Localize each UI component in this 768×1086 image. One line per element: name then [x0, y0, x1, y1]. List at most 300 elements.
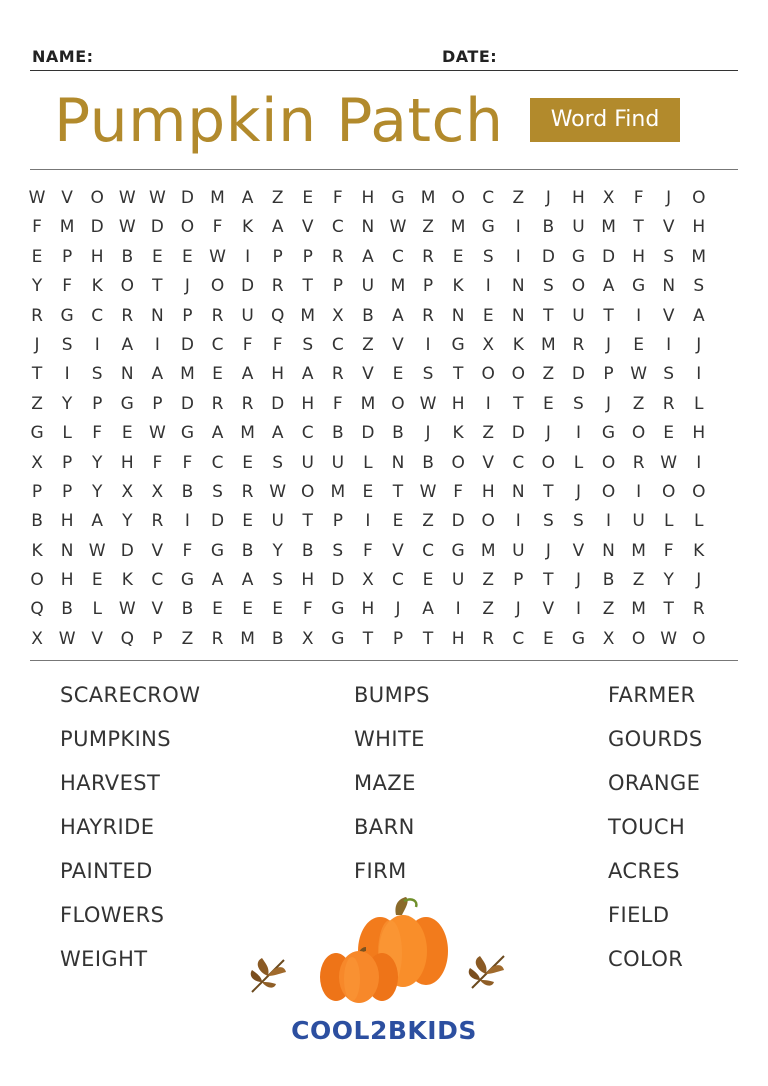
grid-letter: X: [151, 481, 164, 502]
grid-letter: D: [180, 188, 194, 208]
grid-letter: O: [210, 276, 225, 297]
grid-letter: P: [332, 511, 343, 532]
grid-letter: I: [64, 364, 70, 385]
word-list-item: BUMPS: [354, 683, 430, 707]
grid-letter: M: [541, 334, 556, 355]
grid-letter: K: [242, 217, 254, 238]
grid-letter: H: [361, 599, 375, 620]
grid-letter: Q: [30, 599, 44, 620]
grid-letter: W: [118, 217, 136, 238]
grid-letter: E: [392, 511, 404, 532]
word-list-item: FARMER: [608, 683, 696, 707]
grid-letter: O: [481, 364, 495, 385]
grid-letter: N: [60, 540, 74, 561]
grid-letter: Y: [61, 393, 73, 414]
grid-letter: T: [603, 305, 614, 326]
grid-letter: M: [691, 246, 707, 267]
grid-letter: H: [451, 628, 465, 649]
grid-letter: X: [602, 188, 615, 208]
grid-letter: W: [419, 393, 437, 414]
grid-letter: W: [630, 364, 647, 385]
grid-letter: H: [271, 364, 285, 385]
divider-top: [30, 169, 738, 170]
grid-letter: M: [631, 599, 646, 620]
grid-letter: E: [302, 188, 314, 208]
grid-letter: X: [31, 628, 43, 649]
grid-letter: J: [425, 423, 431, 444]
grid-letter: O: [692, 481, 706, 502]
date-label: DATE:: [442, 47, 498, 66]
word-list-item: WEIGHT: [60, 947, 148, 971]
grid-letter: N: [150, 305, 164, 326]
grid-letter: E: [542, 628, 554, 649]
grid-letter: N: [511, 481, 525, 502]
grid-letter: A: [121, 334, 134, 355]
grid-letter: Z: [422, 217, 434, 238]
word-list-item: WHITE: [354, 727, 425, 751]
grid-letter: P: [603, 364, 614, 385]
grid-letter: B: [331, 423, 344, 444]
grid-letter: R: [422, 246, 434, 267]
grid-letter: K: [91, 276, 103, 297]
grid-letter: Z: [482, 599, 495, 620]
grid-letter: I: [425, 334, 431, 355]
grid-letter: M: [390, 276, 406, 297]
grid-letter: A: [241, 188, 254, 208]
grid-letter: N: [391, 452, 405, 473]
grid-letter: A: [602, 276, 615, 297]
grid-letter: T: [152, 276, 163, 297]
grid-letter: J: [545, 423, 551, 444]
grid-letter: T: [302, 511, 313, 532]
grid-letter: T: [543, 305, 554, 326]
grid-letter: H: [692, 217, 706, 238]
grid-letter: D: [451, 511, 465, 532]
grid-letter: E: [212, 364, 223, 385]
grid-letter: D: [601, 246, 616, 267]
pumpkin-illustration: [318, 893, 452, 1005]
grid-letter: W: [660, 628, 678, 649]
grid-letter: E: [212, 599, 223, 620]
grid-letter: P: [392, 628, 404, 649]
grid-row: [22, 419, 744, 448]
grid-letter: R: [211, 393, 224, 414]
grid-row: [22, 449, 744, 478]
grid-letter: Y: [272, 540, 283, 561]
grid-letter: L: [62, 423, 72, 444]
grid-letter: P: [272, 246, 283, 267]
grid-letter: B: [121, 246, 134, 267]
grid-letter: W: [58, 628, 76, 649]
grid-letter: F: [152, 452, 163, 473]
grid-letter: S: [272, 452, 284, 473]
grid-letter: N: [120, 364, 134, 385]
grid-letter: Z: [512, 188, 525, 208]
grid-letter: E: [242, 511, 253, 532]
grid-letter: U: [451, 570, 465, 591]
grid-letter: G: [331, 599, 345, 620]
grid-letter: O: [30, 570, 44, 591]
grid-letter: R: [662, 393, 675, 414]
grid-letter: M: [240, 423, 255, 444]
grid-letter: V: [91, 628, 104, 649]
grid-letter: K: [452, 276, 464, 297]
grid-row: [22, 507, 744, 536]
word-list-item: MAZE: [354, 771, 416, 795]
grid-letter: R: [271, 276, 284, 297]
grid-letter: J: [184, 276, 190, 297]
grid-letter: M: [450, 217, 466, 238]
grid-letter: E: [121, 423, 133, 444]
grid-letter: W: [389, 217, 407, 238]
grid-letter: F: [242, 334, 253, 355]
grid-letter: N: [511, 305, 525, 326]
page-title: Pumpkin Patch: [54, 86, 504, 156]
grid-letter: G: [601, 423, 616, 444]
grid-letter: V: [572, 540, 585, 561]
grid-letter: B: [301, 540, 314, 561]
grid-letter: D: [180, 393, 194, 414]
grid-letter: Z: [632, 393, 645, 414]
grid-letter: E: [242, 599, 253, 620]
word-list-item: COLOR: [608, 947, 684, 971]
grid-letter: M: [210, 188, 225, 208]
grid-letter: M: [480, 540, 496, 561]
grid-letter: O: [391, 393, 405, 414]
grid-letter: P: [422, 276, 434, 297]
grid-letter: I: [515, 217, 521, 238]
word-list-item: ORANGE: [608, 771, 701, 795]
grid-letter: B: [362, 305, 374, 326]
grid-letter: G: [180, 423, 195, 444]
grid-letter: R: [121, 305, 134, 326]
grid-letter: O: [601, 452, 616, 473]
grid-row: [22, 184, 744, 213]
grid-letter: P: [513, 570, 524, 591]
grid-letter: G: [331, 628, 345, 649]
name-date-line: [30, 44, 738, 71]
word-list-column-3: [608, 678, 703, 986]
grid-letter: J: [606, 393, 612, 414]
grid-letter: F: [332, 188, 343, 208]
word-list-item: ACRES: [608, 859, 680, 883]
grid-letter: F: [182, 452, 193, 473]
grid-letter: O: [301, 481, 315, 502]
grid-letter: I: [636, 305, 642, 326]
grid-letter: Q: [120, 628, 134, 649]
grid-letter: T: [663, 599, 674, 620]
grid-letter: D: [241, 276, 255, 297]
grid-letter: X: [362, 570, 374, 591]
grid-letter: C: [211, 452, 224, 473]
grid-letter: Z: [31, 393, 43, 414]
word-list-item: BARN: [354, 815, 415, 839]
grid-letter: E: [31, 246, 43, 267]
grid-letter: Y: [122, 511, 133, 532]
grid-letter: E: [91, 570, 103, 591]
grid-letter: B: [181, 599, 194, 620]
grid-letter: U: [241, 305, 254, 326]
grid-letter: H: [90, 246, 104, 267]
grid-letter: S: [663, 364, 675, 385]
grid-letter: F: [92, 423, 103, 444]
grid-letter: W: [209, 246, 226, 267]
grid-letter: I: [154, 334, 160, 355]
grid-letter: A: [241, 364, 254, 385]
grid-letter: O: [601, 481, 616, 502]
grid-letter: L: [363, 452, 373, 473]
grid-letter: L: [663, 511, 674, 532]
grid-letter: O: [481, 511, 495, 532]
grid-letter: H: [692, 423, 706, 444]
grid-letter: K: [31, 540, 43, 561]
grid-letter: J: [666, 188, 672, 208]
grid-letter: B: [602, 570, 615, 591]
grid-letter: A: [301, 364, 314, 385]
grid-letter: R: [31, 305, 43, 326]
grid-letter: E: [422, 570, 434, 591]
grid-letter: R: [241, 481, 254, 502]
grid-letter: J: [606, 334, 612, 355]
grid-letter: B: [61, 599, 73, 620]
word-list-item: FLOWERS: [60, 903, 165, 927]
grid-letter: V: [662, 305, 675, 326]
grid-letter: C: [301, 423, 314, 444]
grid-letter: U: [572, 305, 585, 326]
grid-letter: F: [332, 393, 343, 414]
grid-letter: C: [211, 334, 224, 355]
grid-letter: M: [330, 481, 346, 502]
grid-letter: T: [633, 217, 644, 238]
grid-letter: M: [180, 364, 195, 385]
grid-letter: Z: [362, 334, 374, 355]
grid-letter: V: [362, 364, 374, 385]
grid-letter: B: [181, 481, 194, 502]
grid-letter: P: [61, 481, 73, 502]
grid-letter: B: [422, 452, 434, 473]
grid-letter: V: [301, 217, 314, 238]
grid-letter: W: [88, 540, 106, 561]
grid-letter: E: [362, 481, 374, 502]
grid-letter: A: [271, 217, 284, 238]
grid-row: [22, 625, 744, 654]
grid-letter: U: [572, 217, 585, 238]
grid-letter: V: [392, 334, 404, 355]
grid-letter: S: [272, 570, 284, 591]
grid-letter: L: [573, 452, 584, 473]
word-list-column-1: [60, 678, 200, 986]
grid-letter: W: [419, 481, 437, 502]
grid-row: [22, 390, 744, 419]
grid-letter: G: [180, 570, 195, 591]
grid-letter: A: [422, 599, 434, 620]
grid-letter: H: [451, 393, 465, 414]
grid-letter: F: [182, 540, 193, 561]
word-list-item: TOUCH: [608, 815, 686, 839]
grid-letter: P: [61, 246, 73, 267]
grid-letter: D: [271, 393, 285, 414]
grid-letter: F: [363, 540, 373, 561]
word-search-grid: [22, 184, 744, 654]
grid-letter: G: [210, 540, 225, 561]
grid-letter: V: [482, 452, 495, 473]
grid-letter: N: [451, 305, 465, 326]
grid-letter: P: [152, 393, 163, 414]
grid-letter: Z: [602, 599, 615, 620]
grid-letter: T: [302, 276, 313, 297]
grid-letter: T: [422, 628, 434, 649]
grid-letter: M: [601, 217, 616, 238]
grid-letter: T: [392, 481, 404, 502]
name-label: NAME:: [32, 47, 94, 66]
grid-letter: C: [331, 334, 344, 355]
grid-letter: T: [543, 570, 554, 591]
grid-letter: U: [331, 452, 345, 473]
grid-letter: H: [301, 570, 315, 591]
autumn-leaf-icon: [464, 948, 510, 992]
grid-letter: X: [121, 481, 134, 502]
grid-letter: F: [32, 217, 42, 238]
grid-letter: W: [118, 188, 136, 208]
grid-letter: R: [692, 599, 705, 620]
grid-letter: S: [422, 364, 434, 385]
grid-letter: S: [61, 334, 73, 355]
grid-letter: G: [451, 540, 465, 561]
grid-letter: B: [271, 628, 284, 649]
grid-letter: I: [94, 334, 100, 355]
grid-letter: G: [571, 246, 586, 267]
grid-letter: M: [240, 628, 255, 649]
grid-letter: Q: [270, 305, 285, 326]
word-list-item: PUMPKINS: [60, 727, 172, 751]
grid-letter: R: [211, 305, 224, 326]
grid-letter: D: [150, 217, 164, 238]
grid-letter: F: [212, 217, 223, 238]
grid-letter: E: [452, 246, 464, 267]
grid-letter: O: [631, 628, 646, 649]
word-find-badge: Word Find: [530, 98, 680, 142]
grid-letter: P: [92, 393, 103, 414]
divider-middle: [30, 660, 738, 661]
grid-letter: J: [395, 599, 401, 620]
grid-letter: A: [241, 570, 254, 591]
grid-letter: M: [360, 393, 376, 414]
grid-letter: S: [542, 276, 554, 297]
cool2bkids-logo: COOL2BKIDS: [291, 1016, 477, 1045]
grid-letter: F: [633, 188, 644, 208]
grid-letter: Z: [271, 188, 284, 208]
grid-letter: H: [481, 481, 495, 502]
grid-letter: C: [91, 305, 104, 326]
grid-letter: F: [453, 481, 464, 502]
grid-letter: I: [515, 246, 521, 267]
grid-letter: Y: [31, 276, 43, 297]
grid-letter: I: [696, 452, 702, 473]
grid-letter: I: [365, 511, 371, 532]
grid-letter: U: [301, 452, 314, 473]
grid-row: [22, 302, 744, 331]
grid-letter: P: [332, 276, 343, 297]
grid-letter: D: [541, 246, 555, 267]
grid-letter: M: [420, 188, 436, 208]
grid-letter: O: [692, 628, 706, 649]
grid-letter: C: [331, 217, 344, 238]
grid-letter: G: [30, 423, 44, 444]
grid-row: [22, 595, 744, 624]
grid-letter: R: [482, 628, 495, 649]
grid-letter: H: [120, 452, 134, 473]
grid-row: [22, 566, 744, 595]
word-list-item: FIRM: [354, 859, 407, 883]
grid-letter: S: [482, 246, 494, 267]
grid-letter: A: [392, 305, 404, 326]
grid-letter: C: [151, 570, 164, 591]
grid-letter: V: [662, 217, 675, 238]
grid-letter: C: [482, 188, 495, 208]
grid-letter: U: [632, 511, 645, 532]
grid-letter: I: [575, 423, 581, 444]
grid-letter: A: [692, 305, 705, 326]
grid-letter: B: [241, 540, 254, 561]
grid-letter: X: [602, 628, 615, 649]
grid-letter: J: [575, 570, 581, 591]
grid-letter: Y: [663, 570, 674, 591]
grid-letter: V: [151, 599, 164, 620]
grid-letter: T: [362, 628, 374, 649]
grid-letter: O: [661, 481, 676, 502]
grid-letter: H: [60, 511, 74, 532]
grid-letter: R: [241, 393, 254, 414]
grid-letter: C: [512, 452, 525, 473]
grid-letter: E: [392, 364, 404, 385]
grid-letter: N: [662, 276, 676, 297]
grid-letter: T: [31, 364, 43, 385]
grid-letter: U: [361, 276, 375, 297]
grid-letter: N: [511, 276, 525, 297]
grid-letter: R: [572, 334, 585, 355]
grid-letter: L: [694, 511, 704, 532]
grid-letter: G: [120, 393, 134, 414]
grid-letter: I: [575, 599, 581, 620]
grid-letter: J: [696, 334, 702, 355]
grid-letter: L: [92, 599, 102, 620]
grid-letter: U: [512, 540, 525, 561]
grid-letter: I: [636, 481, 642, 502]
grid-letter: N: [361, 217, 375, 238]
grid-letter: X: [301, 628, 314, 649]
grid-row: [22, 331, 744, 360]
word-list-item: HAYRIDE: [60, 815, 155, 839]
grid-letter: D: [210, 511, 225, 532]
grid-letter: Y: [92, 481, 103, 502]
grid-letter: D: [511, 423, 525, 444]
grid-letter: A: [91, 511, 104, 532]
grid-letter: P: [182, 305, 193, 326]
grid-letter: Z: [482, 423, 495, 444]
grid-letter: V: [61, 188, 73, 208]
grid-letter: J: [575, 481, 581, 502]
grid-row: [22, 243, 744, 272]
grid-letter: R: [211, 628, 224, 649]
grid-letter: S: [573, 511, 584, 532]
grid-letter: I: [485, 393, 491, 414]
grid-letter: K: [512, 334, 524, 355]
grid-letter: Z: [422, 511, 434, 532]
grid-letter: C: [512, 628, 525, 649]
grid-letter: C: [392, 246, 404, 267]
grid-letter: X: [482, 334, 495, 355]
grid-letter: O: [631, 423, 646, 444]
